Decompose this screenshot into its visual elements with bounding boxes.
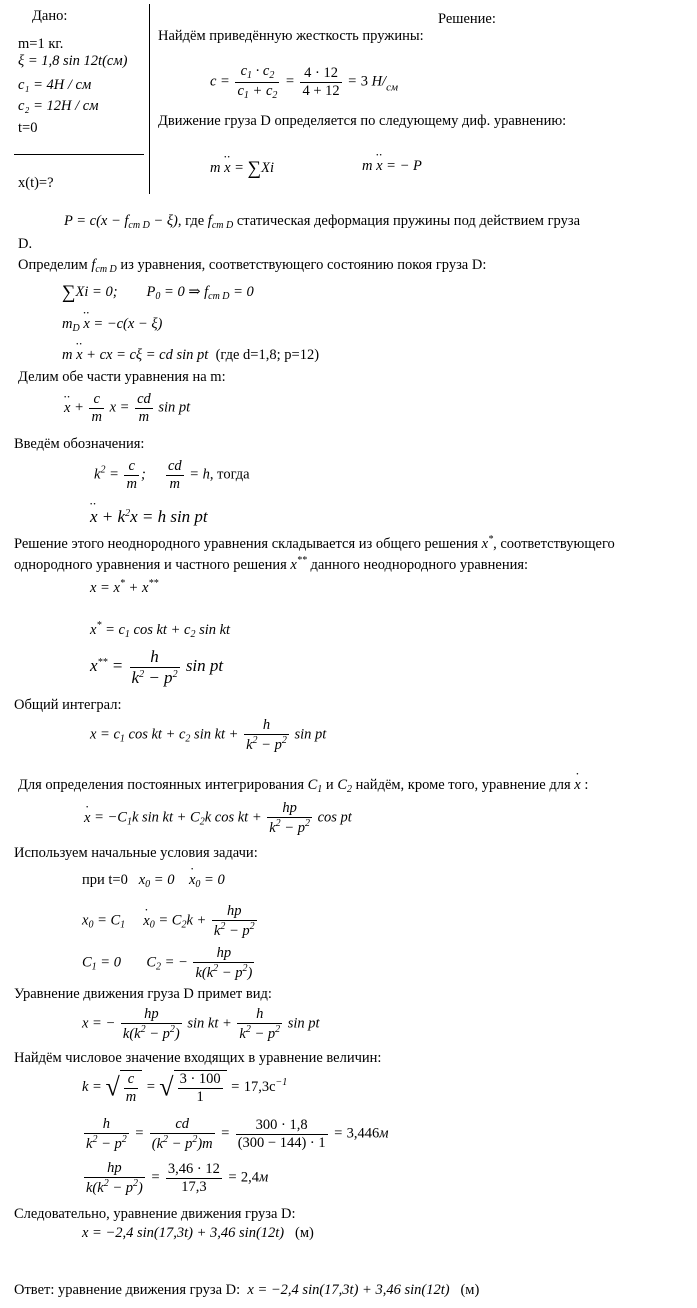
text-motion-eq: Уравнение движения груза D примет вид:	[14, 986, 272, 1002]
formula-general: $x^* = c_1$ cos kt + $c_2$ sin kt	[90, 620, 231, 640]
given-c2: c₂ = 12H / см	[18, 98, 99, 114]
formula-divided: ·· x + $\frac{c}{m}$ x = $\frac{cd}{m}$ sin pt	[64, 391, 190, 425]
given-t0: t=0	[18, 120, 38, 136]
line-define-fst: Определим $f_{cт D}$ из уравнения, соответствующего состоянию покоя груза D:	[18, 257, 487, 275]
text-integral: Общий интеграл:	[14, 697, 122, 713]
line-force: $P = c(x - f_{cт D} - \xi)$, где $f_{cт D}$ статическая деформация пружины под действием груза	[64, 213, 581, 231]
text-divide: Делим обе части уравнения на m:	[18, 369, 226, 385]
given-mass: m=1 кг.	[18, 36, 64, 52]
answer-equation: x = −2,4 sin(17,3t) + 3,46 sin(12t)	[247, 1282, 450, 1298]
solution-header: Решение:	[438, 11, 496, 27]
given-c1: c₁ = 4H / см	[18, 77, 92, 93]
formula-velocity: · $x = -C_1k$ sin kt + $C_2k$ cos kt + $\frac{hp}{k^2 - p^2}$ cos pt	[84, 800, 352, 836]
formula-initial-2: $x_0 = C_1$ · $x_0 = C_2k$ + $\frac{hp}{k^2 - p^2}$	[82, 903, 259, 939]
text-constants: Для определения постоянных интегрирования $C_1$ и $C_2$ найдём, кроме того, уравнение для · x :	[18, 777, 588, 796]
formula-motion-general: x = − $\frac{hp}{k(k^2 - p^2)}$ sin kt + $\frac{h}{k^2 - p^2}$ sin pt	[82, 1006, 320, 1042]
answer-line: Ответ: уравнение движения груза D: x = −2,4 sin(17,3t) + 3,46 sin(12t) (м)	[14, 1282, 480, 1298]
formula-constants: $C_1 = 0$ $C_2$ = − $\frac{hp}{k(k^2 - p^2)}$	[82, 945, 253, 981]
given-header: Дано:	[32, 8, 68, 24]
formula-equilibrium: ∑Xi = 0; $P_0 = 0$ ⇒ $f_{cт D} = 0$	[62, 282, 254, 303]
formula-newton: m ·· x = ∑Xi	[210, 158, 274, 180]
line-force-cont: D.	[18, 236, 33, 252]
given-divider-vertical	[149, 4, 150, 194]
given-find: x(t)=?	[18, 175, 54, 191]
given-xi: ξ = 1,8 sin 12t(см)	[18, 53, 128, 69]
formula-sum-solutions: x = x* + x**	[90, 578, 159, 596]
formula-h-value: $\frac{h}{k^2 - p^2}$ = $\frac{cd}{(k^2 - p^2)m}$ = $\frac{300 \cdot 1,8}{(300 - 144) \cdot 1}$ = 3,446м	[86, 1116, 389, 1152]
formula-particular: x** = $\frac{h}{k^2 - p^2}$ sin pt	[90, 647, 224, 687]
text-initial: Используем начальные условия задачи:	[14, 845, 258, 861]
text-numeric: Найдём числовое значение входящих в уравнение величин:	[14, 1050, 382, 1066]
text-consequently: Следовательно, уравнение движения груза D:	[14, 1206, 296, 1222]
formula-k-value: k = √ $\frac{c}{m}$ = √ $\frac{3 \cdot 100}{1}$ = $17,3c^{-1}$	[82, 1071, 288, 1105]
given-divider-horizontal	[14, 154, 144, 155]
formula-motion-2: m ·· x + cx = cξ = cd sin pt (где d=1,8; p=12)	[62, 347, 319, 364]
text-notation: Введём обозначения:	[14, 436, 145, 452]
formula-integral: $x = c_1$ cos kt + $c_2$ sin kt + $\frac{h}{k^2 - p^2}$ sin pt	[90, 717, 327, 753]
formula-stiffness: c = $\frac{c_1 \cdot c_2}{c_1 + c_2}$ = $\frac{4 \cdot 12}{4 + 12}$ = 3 $H/_{см}$	[210, 63, 398, 101]
formula-motion-1: $m_D \cdot\cdot x = -c(x - \xi)$	[62, 316, 162, 335]
formula-newton-2: m ·· x = − P	[362, 158, 422, 175]
solution-text-stiffness: Найдём приведённую жесткость пружины:	[158, 28, 424, 44]
formula-standard: ·· $x + k^2x = h$ sin pt	[90, 507, 208, 527]
text-solution-structure: Решение этого неоднородного уравнения складывается из общего решения x*, соответствующего	[14, 534, 615, 552]
text-solution-structure-2: однородного уравнения и частного решения x** данного неоднородного уравнения:	[14, 555, 529, 573]
formula-hp-value: $\frac{hp}{k(k^2 - p^2)}$ = $\frac{3,46 \cdot 12}{17,3}$ = 2,4м	[86, 1160, 269, 1196]
formula-initial: при t=0 $x_0 = 0$ · $x_0 = 0$	[82, 872, 225, 891]
formula-final: x = −2,4 sin(17,3t) + 3,46 sin(12t) (м)	[82, 1225, 314, 1241]
solution-text-diffeq: Движение груза D определяется по следующему диф. уравнению:	[158, 113, 567, 129]
formula-notation: $k^2$ = $\frac{c}{m}$ ; $\frac{cd}{m}$ = h, тогда	[94, 458, 250, 492]
